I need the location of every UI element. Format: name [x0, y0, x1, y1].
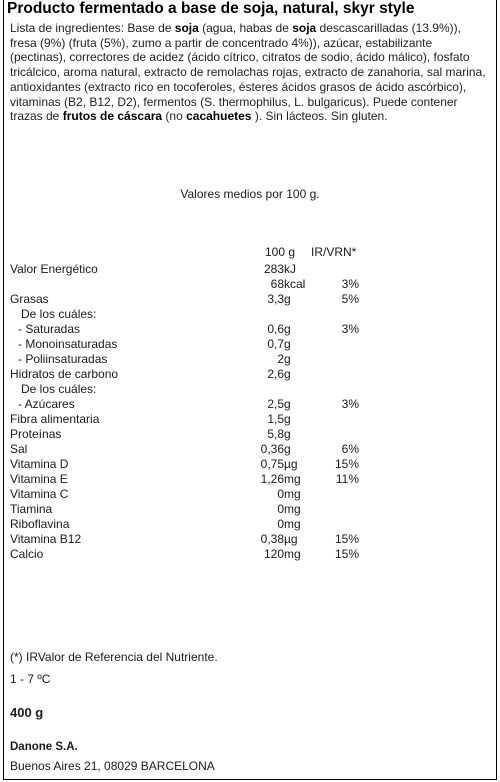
col-vrn: IR/VRN* — [311, 245, 357, 259]
nutrition-row — [0, 532, 500, 547]
nutrition-row — [0, 547, 500, 562]
nutrient-unit: g — [284, 322, 291, 336]
nutrient-value: 0,6 — [267, 322, 284, 336]
nutrient-vrn-percent: 11% — [335, 472, 359, 486]
vrn-footnote: (*) IRValor de Referencia del Nutriente. — [10, 650, 218, 664]
ingredient-text: descascarilladas (13.9%)), fresa (9%) (fruta (5%), zumo a partir de concentrado 4%)), azúcar, estabilizante (pectinas), correctores de acidez (ácido cítrico, citratos de sodio, ácido málico), fosfato tricálcico, aroma natural, extracto de remolachas rojas, extracto de zanahoria, sal marina, antioxidantes (extracto rico en tocoferoles, ésteres ácidos grasos de ácido ascórbico), vitaminas (B2, B12, D2), fermentos (S. thermophilus, L. bulgaricus). Puede contener trazas de — [10, 21, 486, 124]
nutrient-value: 120 — [263, 547, 284, 561]
nutrient-label: - Monoinsaturadas — [18, 337, 118, 351]
nutrient-label: Tiamina — [10, 502, 53, 516]
nutrition-row — [0, 307, 500, 322]
nutrient-label: Fibra alimentaria — [10, 412, 100, 426]
nutrition-row — [0, 292, 500, 307]
product-title: Producto fermentado a base de soja, natural, skyr style — [7, 0, 415, 17]
ingredient-text: ). Sin lácteos. Sin gluten. — [251, 109, 388, 124]
nutrition-row — [0, 352, 500, 367]
col-per-100g: 100 g — [265, 245, 296, 259]
allergen-text: frutos de cáscara — [62, 109, 163, 124]
nutrient-unit: µg — [284, 532, 298, 546]
nutrient-unit: g — [284, 367, 291, 381]
nutrition-row — [0, 277, 500, 292]
nutrient-label: - Poliinsaturadas — [18, 352, 108, 366]
nutrient-vrn-percent: 3% — [341, 322, 359, 336]
nutrition-row — [0, 487, 500, 502]
ingredient-text: Lista de ingredientes: Base de — [10, 21, 175, 35]
nutrient-label: Grasas — [10, 292, 49, 306]
nutrient-label: Proteínas — [10, 427, 62, 441]
company-name: Danone S.A. — [10, 741, 78, 753]
nutrient-label: Vitamina B12 — [10, 532, 82, 546]
nutrition-row — [0, 412, 500, 427]
nutrient-label: Riboflavina — [10, 517, 70, 531]
allergen-text: soja — [174, 21, 199, 35]
ingredients-list — [10, 21, 488, 124]
nutrient-vrn-percent: 15% — [334, 547, 359, 561]
nutrient-unit: g — [284, 352, 291, 366]
nutrition-row — [0, 367, 500, 382]
nutrition-row — [0, 457, 500, 472]
nutrition-row — [0, 337, 500, 352]
nutrient-vrn-percent: 15% — [334, 457, 359, 471]
nutrition-row — [0, 382, 500, 397]
nutrient-value: 68 — [270, 277, 284, 291]
storage-temperature: 1 - 7 ºC — [10, 672, 51, 686]
net-weight: 400 g — [10, 705, 44, 720]
nutrient-value: 283 — [263, 262, 284, 276]
nutrient-label: De los cuáles: — [21, 382, 97, 396]
nutrient-unit: g — [284, 427, 291, 441]
nutrient-value: 0,7 — [267, 337, 284, 351]
nutrient-value: 0 — [277, 517, 284, 531]
nutrient-unit: g — [284, 337, 291, 351]
nutrient-vrn-percent: 3% — [341, 277, 359, 291]
nutrient-label: De los cuáles: — [21, 307, 97, 321]
company-address: Buenos Aires 21, 08029 BARCELONA — [10, 759, 215, 773]
nutrient-label: - Saturadas — [18, 322, 81, 336]
nutrient-value: 3,3 — [267, 292, 284, 306]
nutrition-row — [0, 472, 500, 487]
nutrient-unit: g — [284, 442, 291, 456]
nutrient-value: 2,6 — [267, 367, 284, 381]
nutrient-value: 0 — [277, 502, 284, 516]
nutrient-value: 1,26 — [260, 472, 284, 486]
nutrient-unit: mg — [284, 472, 301, 486]
nutrient-value: 0,75 — [260, 457, 284, 471]
nutrient-vrn-percent: 15% — [334, 532, 359, 546]
nutrition-row — [0, 262, 500, 277]
nutrient-value: 2,5 — [267, 397, 284, 411]
nutrient-unit: mg — [284, 502, 301, 516]
nutrient-unit: mg — [284, 547, 301, 561]
nutrient-value: 2 — [277, 352, 284, 366]
nutrition-row — [0, 397, 500, 412]
nutrient-label: Calcio — [10, 547, 44, 561]
nutrient-label: Vitamina E — [10, 472, 68, 486]
nutrient-label: Valor Energético — [10, 262, 98, 276]
nutrient-label: Vitamina C — [10, 487, 69, 501]
nutrition-row — [0, 442, 500, 457]
nutrient-unit: mg — [284, 517, 301, 531]
nutrient-value: 1,5 — [267, 412, 284, 426]
ingredient-text: (no — [162, 109, 187, 124]
nutrient-unit: g — [284, 412, 291, 426]
nutrient-unit: µg — [284, 457, 298, 471]
nutrient-label: - Azúcares — [18, 397, 75, 411]
nutrient-unit: kcal — [284, 277, 306, 291]
nutrient-label: Vitamina D — [10, 457, 69, 471]
nutrient-unit: g — [284, 397, 291, 411]
nutrient-value: 0 — [277, 487, 284, 501]
nutrient-unit: mg — [284, 487, 301, 501]
nutrient-label: Sal — [10, 442, 28, 456]
nutrition-row — [0, 517, 500, 532]
allergen-text: soja — [292, 21, 317, 35]
nutrient-label: Hidratos de carbono — [10, 367, 119, 381]
nutrient-value: 0,36 — [260, 442, 284, 456]
ingredient-text: (agua, habas de — [198, 21, 293, 35]
nutrient-vrn-percent: 6% — [341, 442, 359, 456]
averages-label: Valores medios por 100 g. — [180, 187, 320, 201]
allergen-text: cacahuetes — [186, 109, 252, 124]
nutrition-row — [0, 427, 500, 442]
nutrition-row — [0, 322, 500, 337]
nutrient-unit: g — [284, 292, 291, 306]
nutrient-value: 5,8 — [267, 427, 284, 441]
nutrient-unit: kJ — [284, 262, 296, 276]
nutrient-value: 0,38 — [260, 532, 284, 546]
nutrient-vrn-percent: 5% — [341, 292, 359, 306]
nutrient-vrn-percent: 3% — [341, 397, 359, 411]
nutrition-row — [0, 502, 500, 517]
